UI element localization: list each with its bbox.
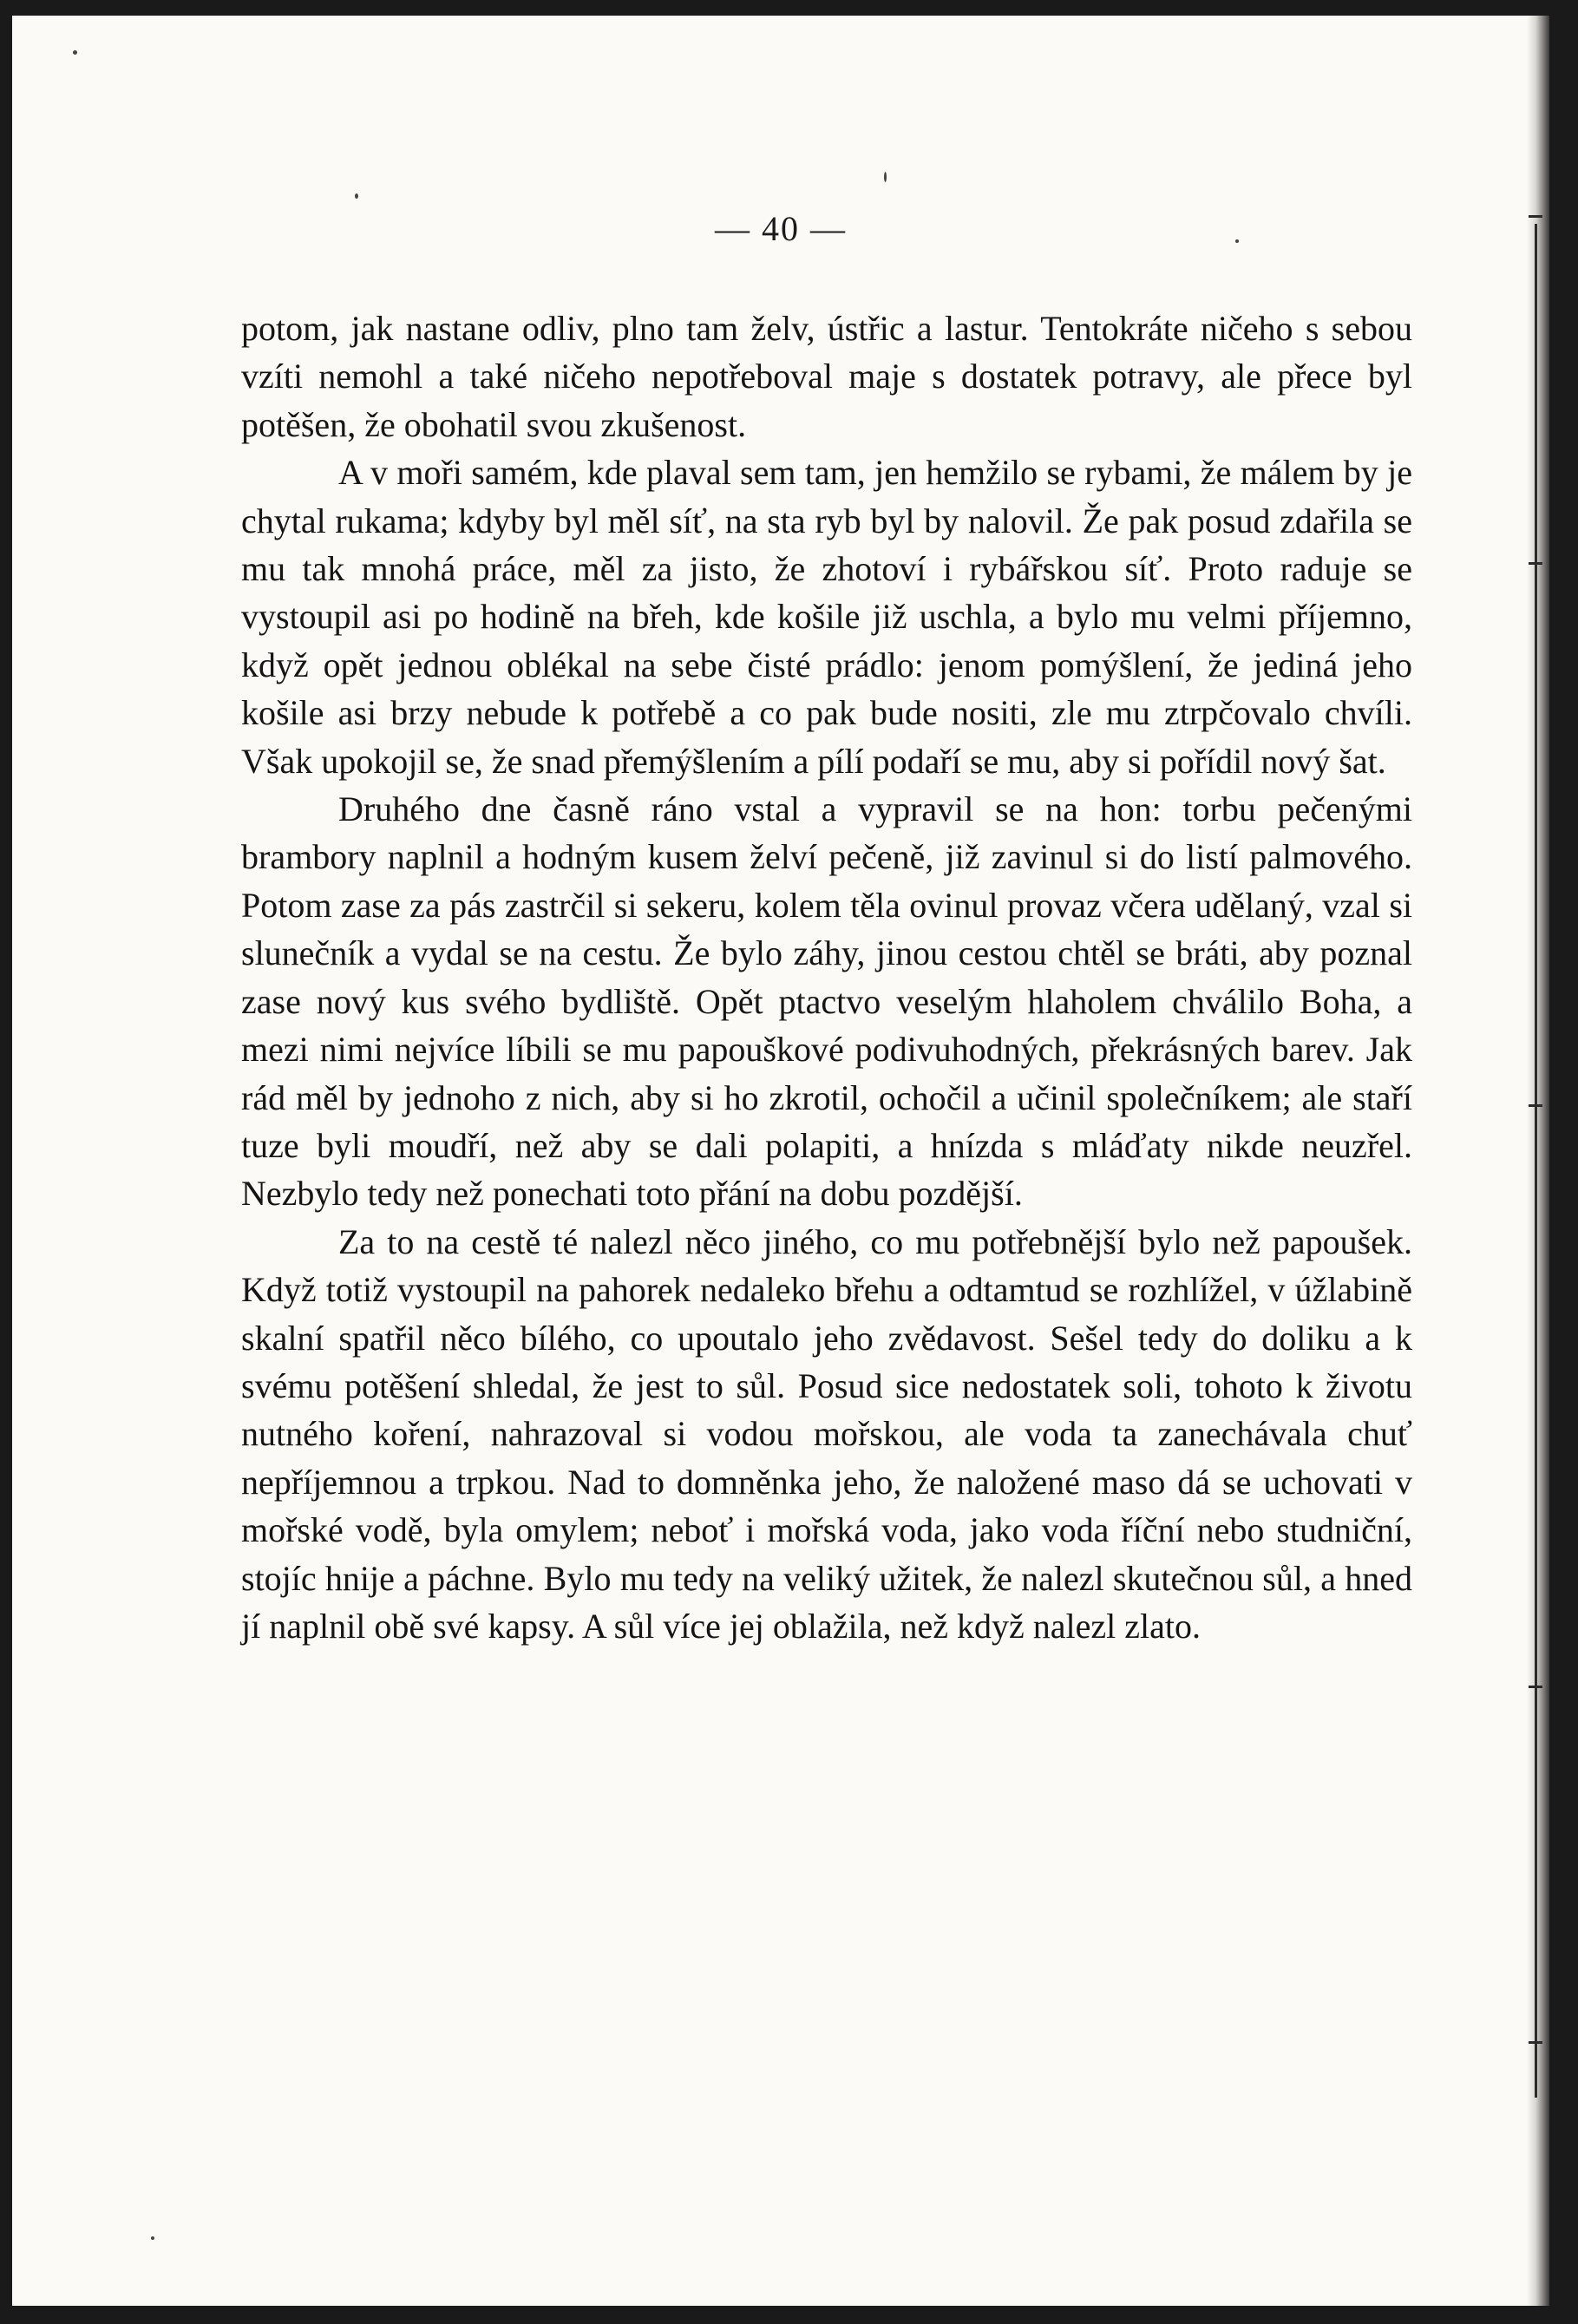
binding-rule — [1535, 224, 1537, 2098]
paragraph: potom, jak nastane odliv, plno tam želv, ústřic a lastur. Tentokráte ničeho s sebou vzíti nemohl a také ničeho nepotřeboval maje s dostatek potravy, ale přece byl potěšen, že obohatil svou zkušenost. — [241, 309, 1412, 444]
print-speck — [73, 50, 77, 55]
paragraph: Druhého dne časně ráno vstal a vypravil se na hon: torbu pečenými brambory naplnil a hodným kusem želví pečeně, již zavinul si do listí palmového. Potom zase za pás zastrčil si sekeru, kolem těla ovinul provaz včera udělaný, vzal si slunečník a vydal se na cestu. Že bylo záhy, jinou cestou chtěl se bráti, aby poznal zase nový kus svého bydliště. Opět ptactvo veselým hlaholem chválilo Boha, a mezi nimi nejvíce líbili se mu papouškové podivuhodných, překrásných barev. Jak rád měl by jednoho z nich, aby si ho zkrotil, ochočil a učinil společníkem; ale staří tuze byli moudří, než aby se dali polapiti, a hnízda s mláďaty nikde neuzřel. Nezbylo tedy než ponechati toto přání na dobu pozdější. — [241, 789, 1412, 1214]
page-edge-shadow — [1527, 16, 1549, 2306]
binding-tick — [1529, 1686, 1542, 1688]
print-speck — [355, 193, 358, 199]
paragraph: A v moři samém, kde plaval sem tam, jen hemžilo se rybami, že málem by je chytal rukama; kdyby byl měl síť, na sta ryb byl by nalovil. Že pak posud zdařila se mu tak mnohá práce, měl za jisto, že zhotoví i rybářskou síť. Proto raduje se vystoupil asi po hodině na břeh, kde košile již uschla, a bylo mu velmi příjemno, když opět jednou oblékal na sebe čisté prádlo: jenom pomýšlení, že jediná jeho košile asi brzy nebude k potřebě a co pak bude nositi, zle mu ztrpčovalo chvíli. Však upokojil se, že snad přemýšlením a pílí podaří se mu, aby si pořídil nový šat. — [241, 453, 1412, 781]
page-number: — 40 — — [715, 209, 847, 248]
print-speck — [884, 172, 887, 182]
binding-tick — [1529, 562, 1542, 565]
body-text — [241, 304, 1412, 1650]
paragraph: Za to na cestě té nalezl něco jiného, co mu potřebnější bylo než papoušek. Když totiž vystoupil na pahorek nedaleko břehu a odtamtud se rozhlížel, v úžlabině skalní spatřil něco bílého, co upoutalo jeho zvědavost. Sešel tedy do doliku a k svému potěšení shledal, že jest to sůl. Posud sice nedostatek soli, tohoto k životu nutného koření, nahrazoval si vodou mořskou, ale voda ta zanechávala chuť nepříjemnou a trpkou. Nad to domněnka jeho, že naložené maso dá se uchovati v mořské vodě, byla omylem; neboť i mořská voda, jako voda říční nebo studniční, stojíc hnije a páchne. Bylo mu tedy na veliký užitek, že nalezl skutečnou sůl, a hned jí naplnil obě své kapsy. A sůl více jej oblažila, než když nalezl zlato. — [241, 1221, 1412, 1646]
book-page — [12, 16, 1549, 2306]
print-speck — [151, 2236, 154, 2240]
binding-tick — [1529, 2041, 1542, 2044]
binding-tick — [1529, 1104, 1542, 1107]
